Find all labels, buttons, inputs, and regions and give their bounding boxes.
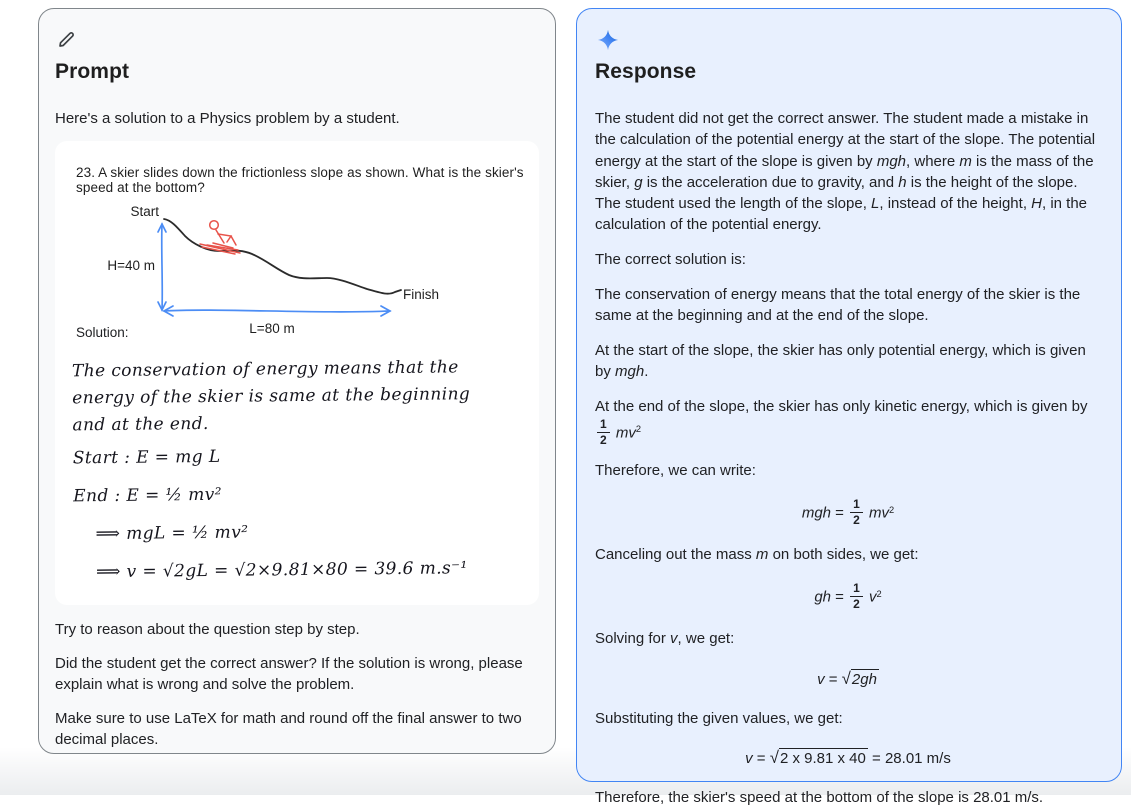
response-paragraph: Therefore, the skier's speed at the bottom of the slope is 28.01 m/s. [595,788,1044,806]
response-paragraph: The conservation of energy means that the total energy of the skier is the same at the beginning and at the end of the slope. [595,286,1081,325]
start-label: Start [130,204,159,219]
problem-question: 23. A skier slides down the frictionless slope as shown. What is the skier's speed at the bottom? [76,165,524,195]
prompt-panel [38,8,556,754]
height-arrow [158,224,166,310]
response-equation: v = √2gh [817,668,877,688]
response-equation: gh = $\frac{1}{2}$ $v^2$ [814,581,882,612]
length-arrow [164,306,390,316]
response-paragraph: Substituting the given values, we get: [595,709,843,727]
slope-diagram [67,199,537,345]
response-paragraph: Canceling out the mass m on both sides, we get: [595,546,919,564]
response-title: Response [595,60,697,83]
length-label: L=80 m [249,321,295,336]
height-label: H=40 m [107,258,155,273]
response-paragraph: The student did not get the correct answer. The student made a mistake in the calculation of the potential energy at the start of the slope. The potential energy at the start of the slope is given by mgh, where m is the mass of the skier, g is the acceleration due to gravity, and h is the height of the slope. The student used the length of the slope, L, instead of the height, H, in the calculation of the potential energy. [595,110,1096,234]
pencil-icon [57,29,539,51]
response-equation: mgh = $\frac{1}{2}$ $mv^2$ [801,497,895,528]
sparkle-icon [597,29,1101,51]
slope-path [164,219,401,294]
prompt-instruction: Make sure to use LaTeX for math and round off the final answer to two decimal places. [55,710,522,748]
solution-label: Solution: [76,325,129,340]
handwriting-line: Start : E = mg L [72,446,221,469]
response-equation: v = √2 x 9.81 x 40 = 28.01 m/s [745,747,951,767]
finish-label: Finish [403,287,440,302]
prompt-instruction: Try to reason about the question step by step. [55,621,360,638]
handwriting-line: ⟹ mgL = ½ mv² [95,522,249,545]
prompt-instruction: Did the student get the correct answer? If the solution is wrong, please explain what is wrong and solve the problem. [55,655,523,693]
response-body [595,108,1101,808]
response-paragraph: At the end of the slope, the skier has only kinetic energy, which is given by $\frac{1}{2}$ $mv^2$ [595,398,1088,447]
response-paragraph: Solving for v, we get: [595,630,735,648]
handwriting-line: End : E = ½ mv² [73,484,223,507]
handwriting-line: The conservation of energy means that the [71,357,459,382]
prompt-intro: Here's a solution to a Physics problem by a student. [55,110,400,127]
response-panel [576,8,1122,806]
response-paragraph: Therefore, we can write: [595,461,756,479]
response-paragraph: The correct solution is: [595,251,746,269]
handwriting-line: and at the end. [72,413,209,436]
response-paragraph: At the start of the slope, the skier has only potential energy, which is given by mgh. [595,342,1086,381]
handwriting-line: energy of the skier is same at the beginning [72,384,471,409]
handwriting-block [72,354,530,592]
problem-card [55,141,539,605]
handwriting-line: ⟹ v = √2gL = √2×9.81×80 = 39.6 m.s⁻¹ [95,558,468,583]
prompt-title: Prompt [55,60,130,83]
